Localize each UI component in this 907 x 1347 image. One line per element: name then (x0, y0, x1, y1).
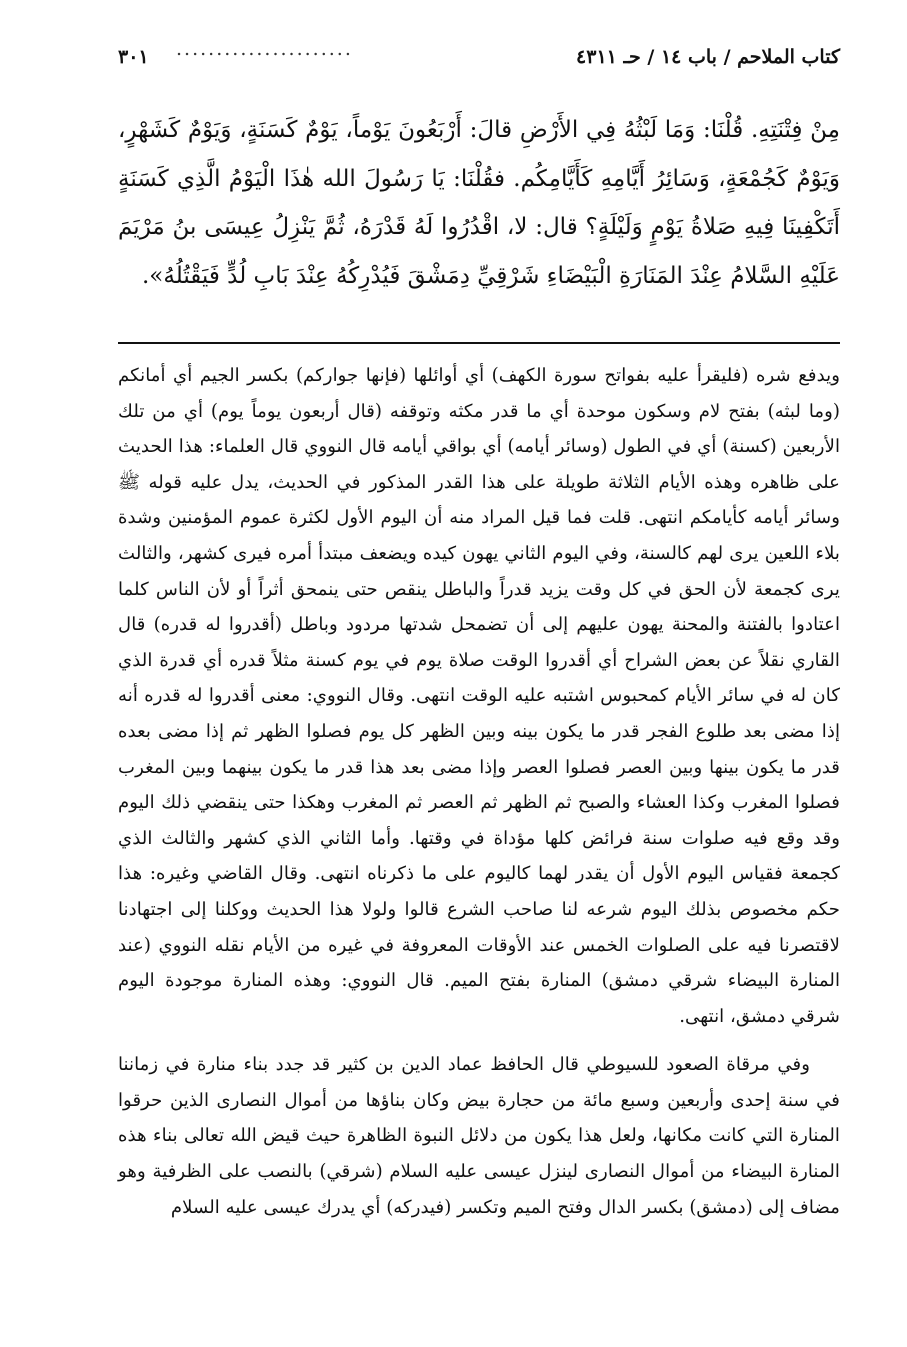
page-number: ٣٠١ (118, 46, 149, 68)
commentary-block (118, 358, 840, 1225)
hadith-text: مِنْ فِتْنَتِهِ. قُلْنَا: وَمَا لَبْثُهُ فِي الأَرْضِ قالَ: أَرْبَعُونَ يَوْماً، يَوْمٌ كَسَنَةٍ، وَيَوْمٌ كَشَهْرٍ، وَيَوْمٌ كَجُمْعَةٍ، وَسَائِرُ أَيَّامِهِ كَأَيَّامِكُم. فقُلْنَا: يَا رَسُولَ الله هٰذَا الْيَوْمُ الَّذِي كَسَنَةٍ أَتَكْفِينَا فِيهِ صَلاةُ يَوْمٍ وَلَيْلَةٍ؟ قال: لا، اقْدُرُوا لَهُ قَدْرَهُ، ثُمَّ يَنْزِلُ عِيسَى بنُ مَرْيَمَ عَلَيْهِ السَّلامُ عِنْدَ المَنَارَةِ الْبَيْضَاءِ شَرْقِيِّ دِمَشْقَ فَيُدْرِكُهُ عِنْدَ بَابِ لُدٍّ فَيَقْتُلُهُ». (118, 117, 840, 289)
commentary-paragraph: وفي مرقاة الصعود للسيوطي قال الحافظ عماد الدين بن كثير قد جدد بناء منارة في زماننا في سنة إحدى وأربعين وسبع مائة من حجارة بيض وكان بناؤها من أموال النصارى الذين حرقوا المنارة التي كانت مكانها، ولعل هذا يكون من دلائل النبوة الظاهرة حيث قيض الله تعالى بناء هذه المنارة البيضاء من أموال النصارى لينزل عيسى عليه السلام (شرقي) بالنصب على الظرفية وهو مضاف إلى (دمشق) بكسر الدال وفتح الميم وتكسر (فيدركه) أي يدرك عيسى عليه السلام (118, 1054, 840, 1218)
running-title: كتاب الملاحم / باب ١٤ / حـ ٤٣١١ (576, 46, 840, 68)
commentary-paragraph: ويدفع شره (فليقرأ عليه بفواتح سورة الكهف) أي أوائلها (فإنها جواركم) بكسر الجيم أي أمانكم (وما لبثه) بفتح لام وسكون موحدة أي ما قدر مكثه وتوقفه (قال أربعون يوماً يوم) أي من تلك الأربعين (كسنة) أي في الطول (وسائر أيامه) أي بواقي أيامه قال النووي قال العلماء: هذا الحديث على ظاهره وهذه الأيام الثلاثة طويلة على هذا القدر المذكور في الحديث، يدل عليه قوله ﷺ وسائر أيامه كأيامكم انتهى. قلت فما قيل المراد منه أن اليوم الأول لكثرة عموم المؤمنين وشدة بلاء اللعين يرى لهم كالسنة، وفي اليوم الثاني يهون كيده ويضعف مبتدأ أمره فيرى كشهر، والثالث يرى كجمعة لأن الحق في كل وقت يزيد قدراً والباطل ينقص حتى ينمحق أثراً أو لأن الناس كلما اعتادوا بالفتنة والمحنة يهون عليهم إلى أن تضمحل شدتها مردود وباطل (أقدروا له قدره) قال القاري نقلاً عن بعض الشراح أي أقدروا الوقت صلاة يوم في يوم كسنة مثلاً قدره أي قدرة الذي كان له في سائر الأيام كمحبوس اشتبه عليه الوقت انتهى. وقال النووي: معنى أقدروا له قدره أنه إذا مضى بعد طلوع الفجر قدر ما يكون بينه وبين الظهر كل يوم فصلوا الظهر ثم إذا مضى بعده قدر ما يكون بينها وبين العصر فصلوا العصر وإذا مضى بعد هذا قدر ما يكون بينهما وبين المغرب فصلوا المغرب وكذا العشاء والصبح ثم الظهر ثم العصر ثم المغرب وهكذا حتى ينقضي ذلك اليوم وقد وقع فيه صلوات سنة فرائض كلها مؤداة في وقتها. وأما الثاني الذي كشهر والثالث الذي كجمعة فقياس اليوم الأول أن يقدر لهما كاليوم على ما ذكرناه انتهى. وقال القاضي وغيره: هذا حكم مخصوص بذلك اليوم شرعه لنا صاحب الشرع قالوا ولولا هذا الحديث ووكلنا إلى اجتهادنا لاقتصرنا فيه على الصلوات الخمس عند الأوقات المعروفة في غيره من الأيام نقله النووي (عند المنارة البيضاء شرقي دمشق) المنارة بفتح الميم. قال النووي: وهذه المنارة موجودة اليوم شرقي دمشق، انتهى. (118, 365, 840, 1027)
leader-dots: ...................... (176, 38, 353, 60)
footnote-separator (118, 342, 840, 344)
page-header (118, 38, 840, 78)
